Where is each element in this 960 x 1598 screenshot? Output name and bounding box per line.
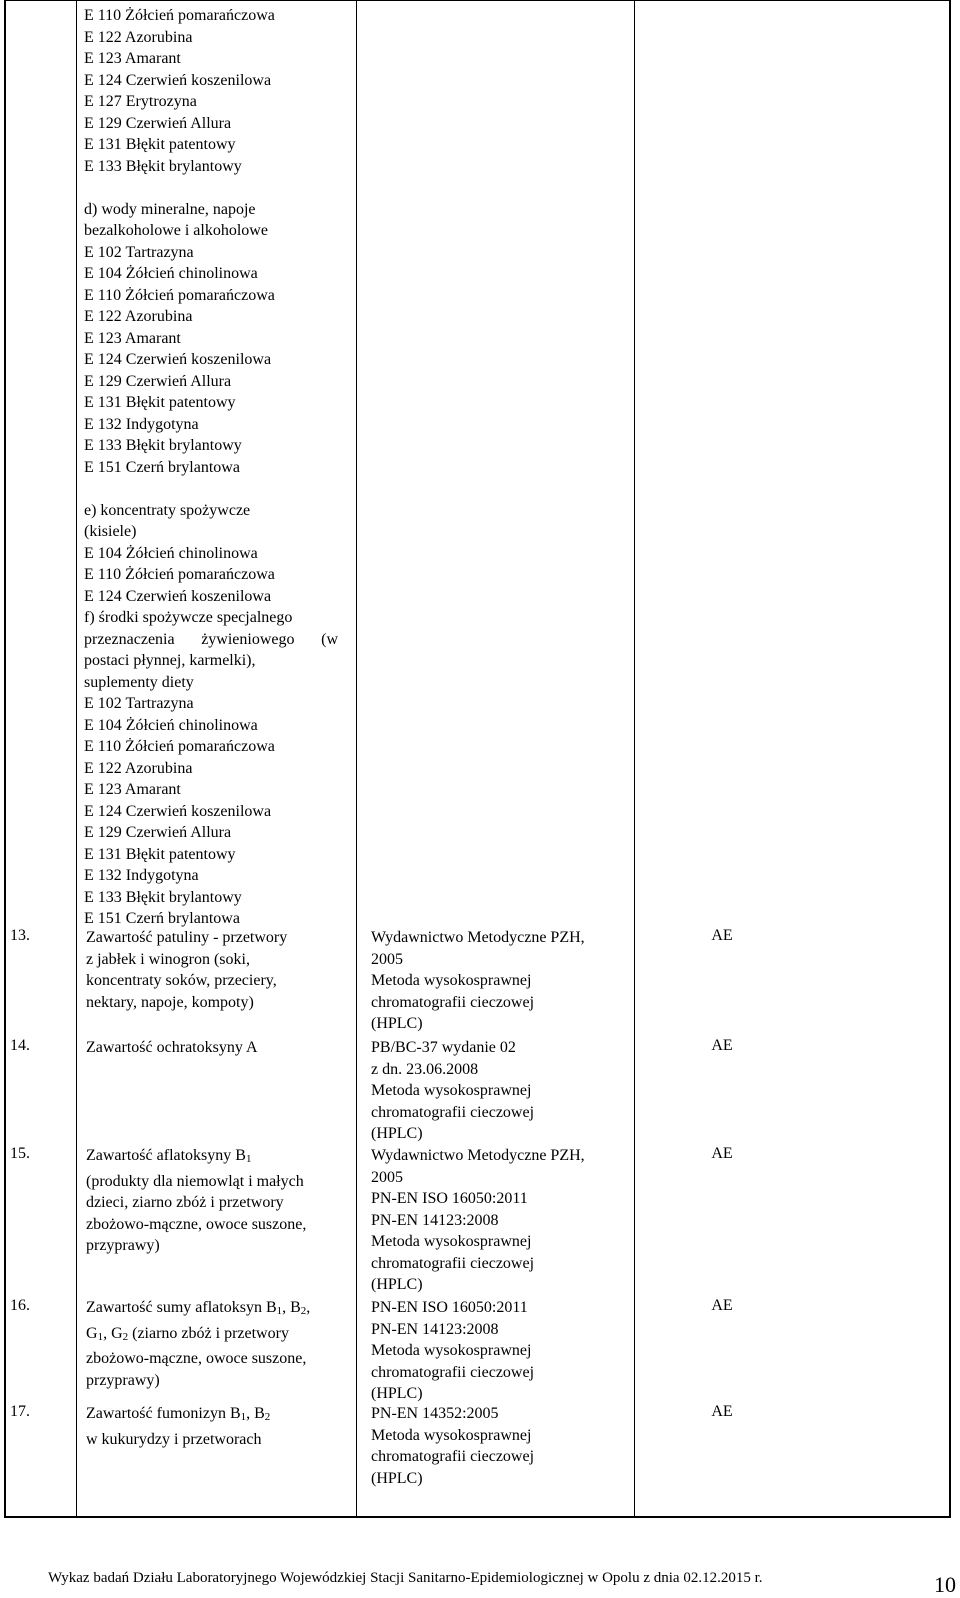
list-item: E 132 Indygotyna xyxy=(84,867,199,884)
list-item: E 129 Czerwień Allura xyxy=(84,114,232,132)
list-item: E 124 Czerwień koszenilowa xyxy=(84,802,272,820)
desc-line: Zawartość ochratoksyny A xyxy=(86,1039,258,1056)
method-line: PN-EN 14123:2008 xyxy=(371,1211,499,1229)
row-method xyxy=(371,927,585,1035)
desc-line: Zawartość sumy aflatoksyn $B_1$, $B_2$, xyxy=(86,1299,311,1317)
accreditation-mark: AE xyxy=(711,1037,733,1054)
method-line: Wydawnictwo Metodyczne PZH, xyxy=(371,1147,585,1164)
method-line: Wydawnictwo Metodyczne PZH, xyxy=(371,929,585,946)
row-description xyxy=(86,1297,310,1391)
method-line: (HPLC) xyxy=(371,1385,423,1402)
row-method xyxy=(371,1297,534,1405)
method-line: chromatografii cieczowej xyxy=(371,993,535,1011)
row-number: 16. xyxy=(10,1297,30,1314)
list-item: E 110 Żółcień pomarańczowa xyxy=(84,286,275,304)
method-line: (HPLC) xyxy=(371,1469,423,1487)
row-number: 15. xyxy=(10,1145,30,1162)
list-item: E 124 Czerwień koszenilowa xyxy=(84,587,272,605)
group-heading: d) wody mineralne, napoje xyxy=(84,200,256,218)
method-line: chromatografii cieczowej xyxy=(371,1103,535,1121)
list-item: E 131 Błękit patentowy xyxy=(84,136,236,153)
row-number: 14. xyxy=(10,1037,30,1054)
desc-line: z jabłek i winogron (soki, xyxy=(86,950,250,968)
list-item: E 133 Błękit brylantowy xyxy=(84,888,242,906)
list-item: E 133 Błękit brylantowy xyxy=(84,157,242,175)
list-item: E 123 Amarant xyxy=(84,329,181,347)
list-item: E 132 Indygotyna xyxy=(84,415,199,433)
list-item: E 133 Błękit brylantowy xyxy=(84,437,242,454)
method-line: Metoda wysokosprawnej xyxy=(371,972,532,989)
method-line: (HPLC) xyxy=(371,1015,423,1032)
desc-line: Zawartość fumonizyn $B_1$, $B_2$ xyxy=(86,1405,271,1423)
desc-line: (produkty dla niemowląt i małych xyxy=(86,1172,304,1190)
desc-line: w kukurydzy i przetworach xyxy=(86,1430,262,1448)
desc-line: przyprawy) xyxy=(86,1237,160,1254)
row-number: 17. xyxy=(10,1403,30,1420)
table-border-bottom xyxy=(4,1516,951,1518)
table-frame xyxy=(4,0,951,1517)
method-line: 2005 xyxy=(371,1168,403,1186)
row-method xyxy=(371,1403,534,1489)
method-line: chromatografii cieczowej xyxy=(371,1363,535,1381)
desc-line: Zawartość aflatoksyny $B_1$ xyxy=(86,1147,252,1165)
method-line: Metoda wysokosprawnej xyxy=(371,1426,532,1444)
list-item: E 131 Błękit patentowy xyxy=(84,394,236,411)
desc-line: zbożowo-mączne, owoce suszone, xyxy=(86,1215,307,1233)
method-line: chromatografii cieczowej xyxy=(371,1448,535,1465)
method-line: PB/BC-37 wydanie 02 xyxy=(371,1039,516,1056)
list-item: E 122 Azorubina xyxy=(84,28,193,46)
column-divider xyxy=(634,0,635,1517)
list-item: E 129 Czerwień Allura xyxy=(84,372,232,390)
row-method xyxy=(371,1145,585,1296)
row-description xyxy=(86,927,287,1013)
method-line: PN-EN 14352:2005 xyxy=(371,1405,499,1422)
desc-line: nektary, napoje, kompoty) xyxy=(86,993,254,1011)
list-item: E 127 Erytrozyna xyxy=(84,93,197,110)
group-heading: postaci płynnej, karmelki), xyxy=(84,652,256,669)
group-heading: bezalkoholowe i alkoholowe xyxy=(84,222,268,239)
group-heading: f) środki spożywcze specjalnego xyxy=(84,609,293,626)
page-number: 10 xyxy=(934,1572,956,1597)
row-number: 13. xyxy=(10,927,30,944)
list-item: E 110 Żółcień pomarańczowa xyxy=(84,738,275,755)
column-divider xyxy=(76,0,77,1517)
list-item: E 122 Azorubina xyxy=(84,759,193,777)
desc-line: koncentraty soków, przeciery, xyxy=(86,972,277,989)
method-line: chromatografii cieczowej xyxy=(371,1254,535,1272)
row-description xyxy=(86,1037,258,1059)
method-line: PN-EN ISO 16050:2011 xyxy=(371,1299,528,1316)
accreditation-mark: AE xyxy=(711,927,733,944)
group-heading: suplementy diety xyxy=(84,673,194,691)
desc-line: dzieci, ziarno zbóż i przetwory xyxy=(86,1194,284,1211)
list-item: E 122 Azorubina xyxy=(84,308,193,325)
row-method xyxy=(371,1037,534,1145)
column-divider xyxy=(356,0,357,1517)
list-item: E 110 Żółcień pomarańczowa xyxy=(84,566,275,583)
row-description xyxy=(86,1145,306,1257)
page-footer: Wykaz badań Działu Laboratoryjnego Wojewódzkiej Stacji Sanitarno-Epidemiologicznej w Opolu z dnia 02.12.2015 r. xyxy=(48,1570,763,1586)
method-line: 2005 xyxy=(371,950,403,968)
group-heading: e) koncentraty spożywcze xyxy=(84,501,251,519)
colorant-list-top xyxy=(84,5,338,930)
method-line: PN-EN ISO 16050:2011 xyxy=(371,1190,528,1207)
desc-line: przyprawy) xyxy=(86,1371,160,1389)
row-description xyxy=(86,1403,270,1450)
list-item: E 104 Żółcień chinolinowa xyxy=(84,716,258,734)
desc-line: zbożowo-mączne, owoce suszone, xyxy=(86,1350,307,1367)
list-item: E 123 Amarant xyxy=(84,50,181,67)
group-heading: przeznaczenia żywieniowego (w xyxy=(84,630,338,648)
desc-line: $G_1$, $G_2$ (ziarno zbóż i przetwory xyxy=(86,1324,289,1343)
method-line: Metoda wysokosprawnej xyxy=(371,1233,532,1250)
list-item: E 104 Żółcień chinolinowa xyxy=(84,544,258,562)
method-line: Metoda wysokosprawnej xyxy=(371,1342,532,1359)
table-border-top xyxy=(4,0,951,1)
list-item: E 104 Żółcień chinolinowa xyxy=(84,265,258,282)
accreditation-mark: AE xyxy=(711,1145,733,1162)
list-item: E 102 Tartrazyna xyxy=(84,243,194,261)
table-border-left xyxy=(4,0,6,1517)
accreditation-mark: AE xyxy=(711,1403,733,1420)
list-item: E 102 Tartrazyna xyxy=(84,695,194,712)
list-item: E 123 Amarant xyxy=(84,781,181,798)
list-item: E 131 Błękit patentowy xyxy=(84,845,236,863)
method-line: (HPLC) xyxy=(371,1125,423,1142)
list-item: E 151 Czerń brylantowa xyxy=(84,910,240,927)
method-line: PN-EN 14123:2008 xyxy=(371,1320,499,1338)
group-heading: (kisiele) xyxy=(84,523,137,540)
list-item: E 124 Czerwień koszenilowa xyxy=(84,71,272,89)
list-item: E 151 Czerń brylantowa xyxy=(84,458,240,476)
list-item: E 124 Czerwień koszenilowa xyxy=(84,351,272,368)
table-border-right xyxy=(949,0,951,1517)
list-item: E 110 Żółcień pomarańczowa xyxy=(84,7,275,24)
accreditation-mark: AE xyxy=(711,1297,733,1314)
method-line: z dn. 23.06.2008 xyxy=(371,1060,479,1078)
method-line: Metoda wysokosprawnej xyxy=(371,1082,532,1099)
list-item: E 129 Czerwień Allura xyxy=(84,824,232,841)
desc-line: Zawartość patuliny - przetwory xyxy=(86,929,288,946)
method-line: (HPLC) xyxy=(371,1276,423,1293)
